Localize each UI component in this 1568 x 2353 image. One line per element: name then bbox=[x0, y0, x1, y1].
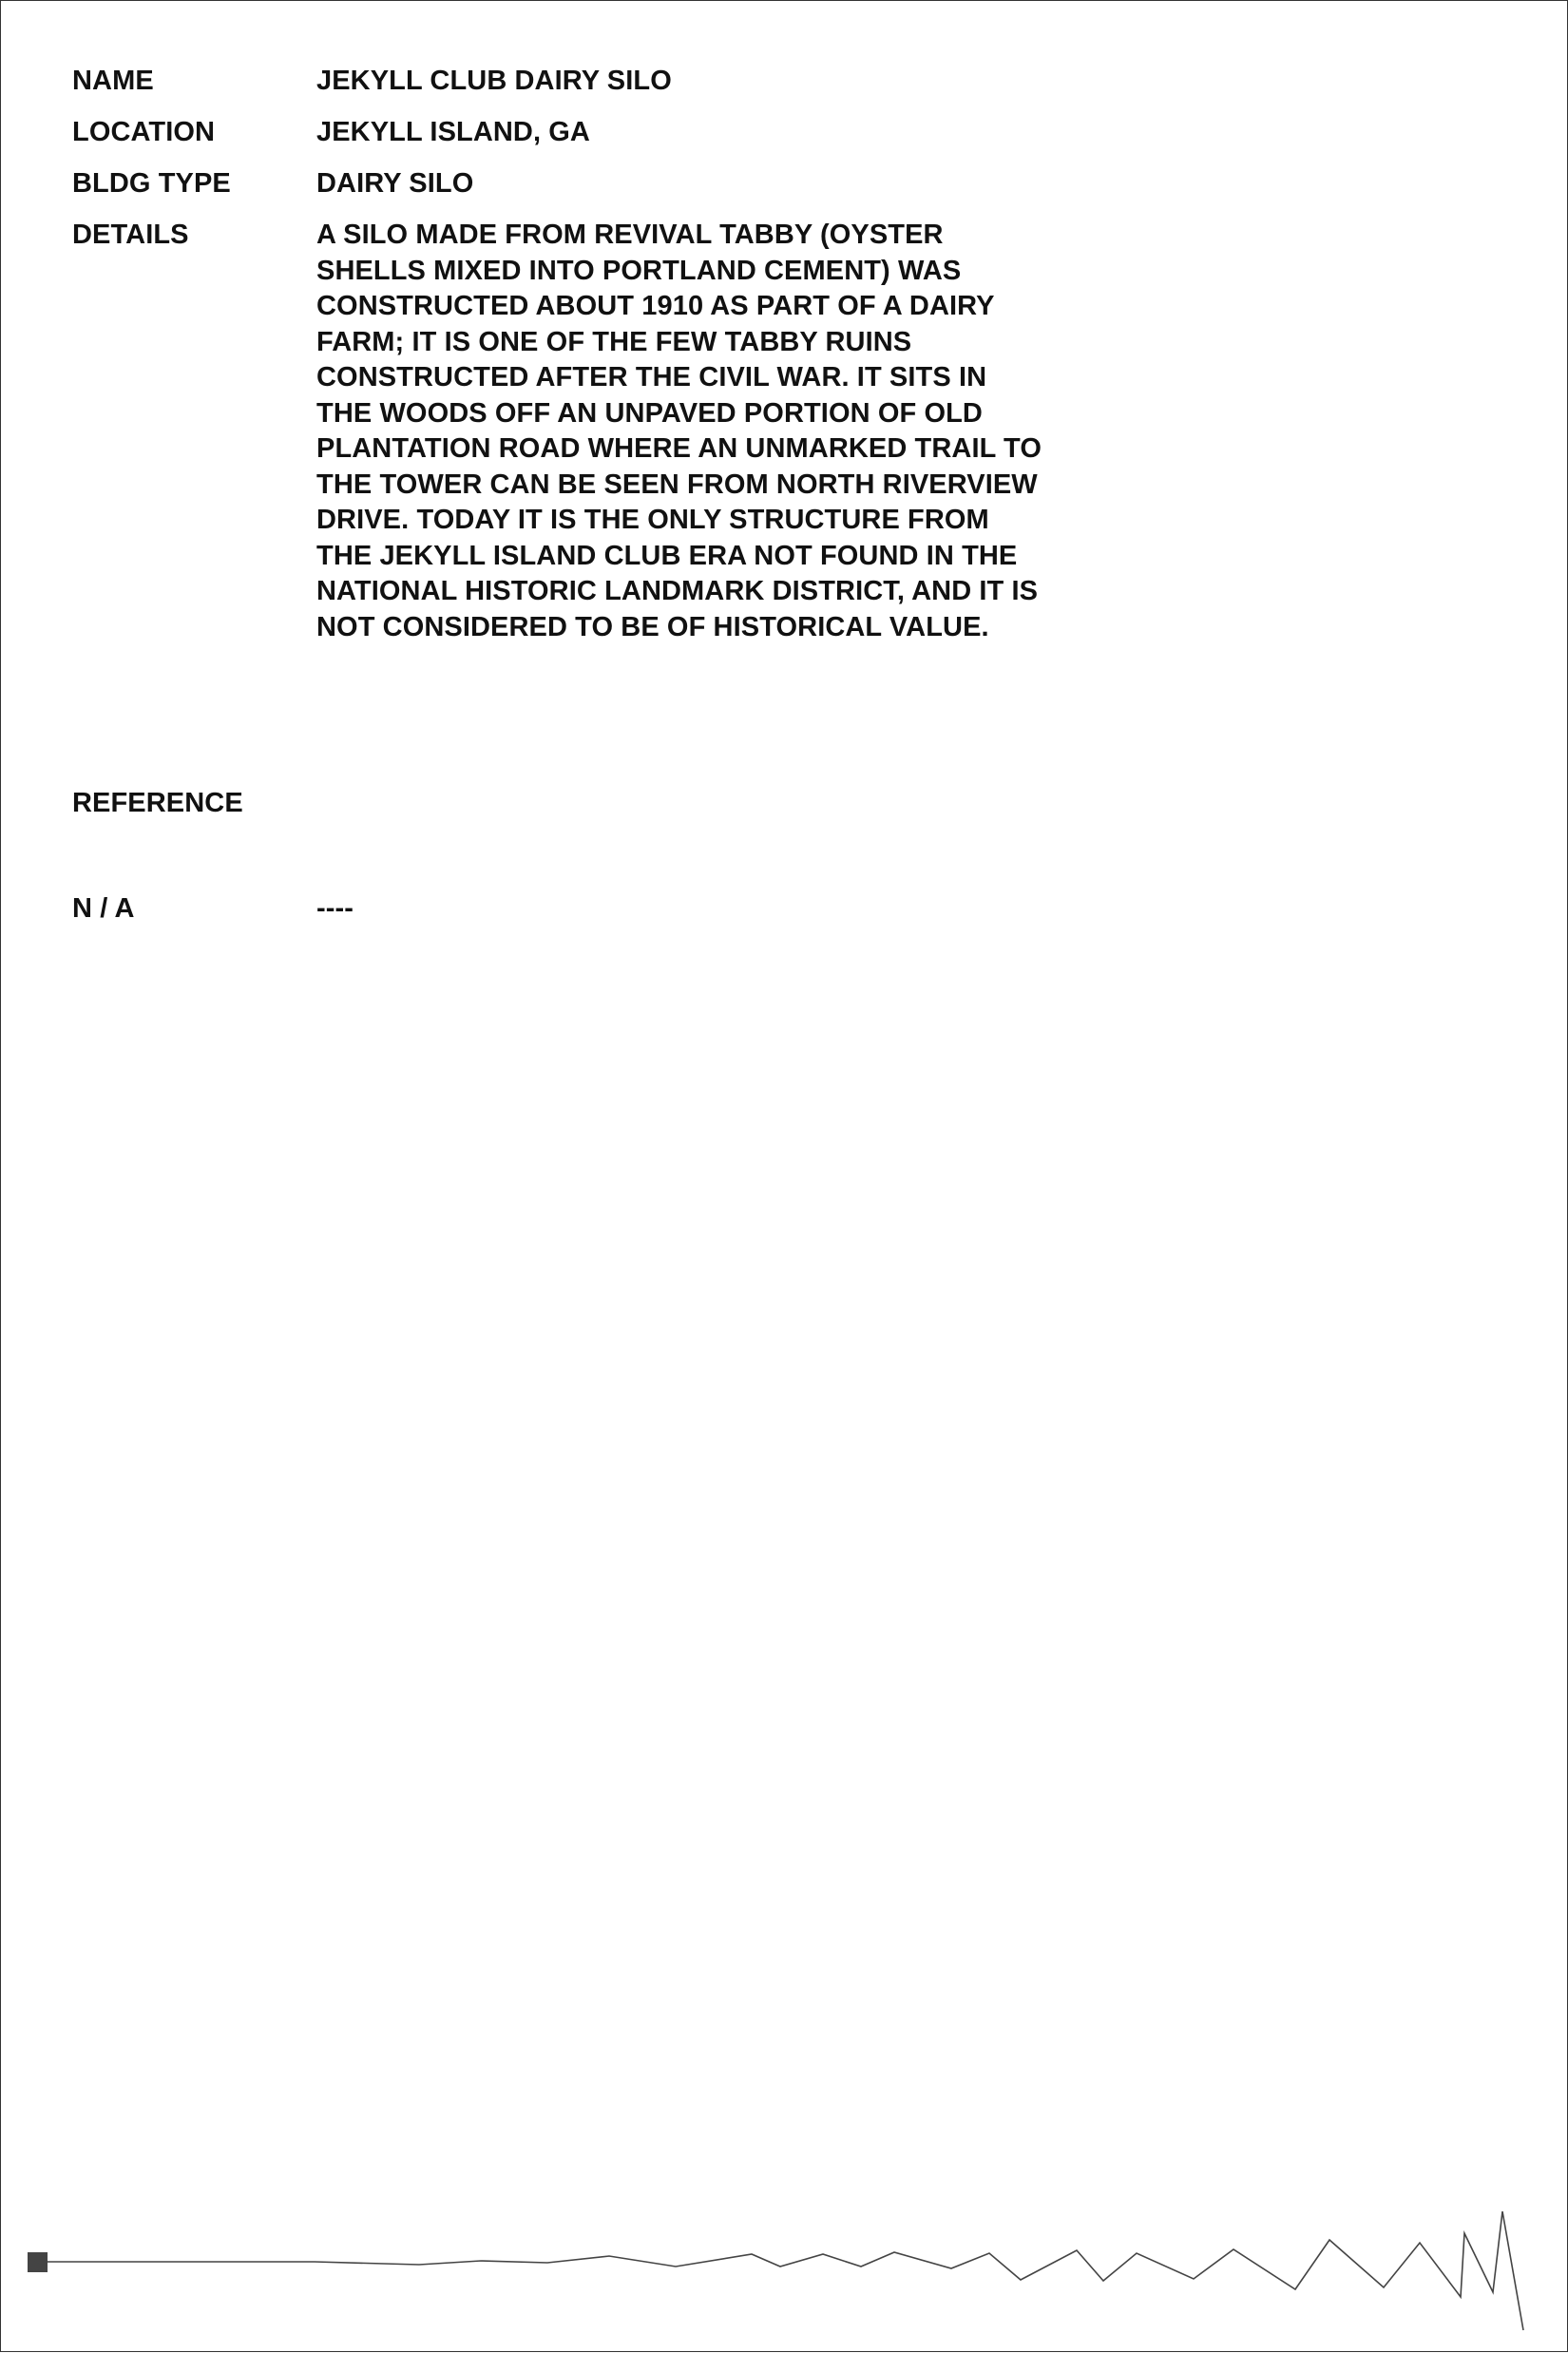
location-value: JEKYLL ISLAND, GA bbox=[316, 117, 590, 147]
details-line: THE TOWER CAN BE SEEN FROM NORTH RIVERVIEW bbox=[316, 469, 1038, 500]
details-line: SHELLS MIXED INTO PORTLAND CEMENT) WAS bbox=[316, 255, 962, 286]
signal-waveform bbox=[48, 2211, 1523, 2330]
reference-entry-label: N / A bbox=[72, 893, 135, 924]
details-line: DRIVE. TODAY IT IS THE ONLY STRUCTURE FROM bbox=[316, 505, 989, 535]
name-value: JEKYLL CLUB DAIRY SILO bbox=[316, 66, 672, 96]
reference-entry-value: ---- bbox=[316, 893, 354, 924]
details-line: FARM; IT IS ONE OF THE FEW TABBY RUINS bbox=[316, 326, 912, 357]
details-text bbox=[316, 218, 1077, 645]
details-line: PLANTATION ROAD WHERE AN UNMARKED TRAIL TO bbox=[316, 433, 1042, 464]
details-line: THE WOODS OFF AN UNPAVED PORTION OF OLD bbox=[316, 397, 983, 429]
signal-start-marker bbox=[28, 2252, 48, 2272]
details-line: CONSTRUCTED AFTER THE CIVIL WAR. IT SITS IN bbox=[316, 362, 987, 392]
details-line: NATIONAL HISTORIC LANDMARK DISTRICT, AND IT IS bbox=[316, 576, 1039, 606]
reference-heading: REFERENCE bbox=[72, 788, 243, 818]
bldg-type-value: DAIRY SILO bbox=[316, 168, 474, 199]
details-label: DETAILS bbox=[72, 220, 189, 250]
details-line: THE JEKYLL ISLAND CLUB ERA NOT FOUND IN THE bbox=[316, 540, 1018, 571]
signal-line-graphic bbox=[1, 2187, 1568, 2353]
details-line: CONSTRUCTED ABOUT 1910 AS PART OF A DAIRY bbox=[316, 291, 995, 321]
bldg-type-label: BLDG TYPE bbox=[72, 168, 231, 199]
details-line: NOT CONSIDERED TO BE OF HISTORICAL VALUE. bbox=[316, 611, 989, 642]
name-label: NAME bbox=[72, 66, 154, 96]
location-label: LOCATION bbox=[72, 117, 216, 147]
details-line: A SILO MADE FROM REVIVAL TABBY (OYSTER bbox=[316, 220, 944, 250]
